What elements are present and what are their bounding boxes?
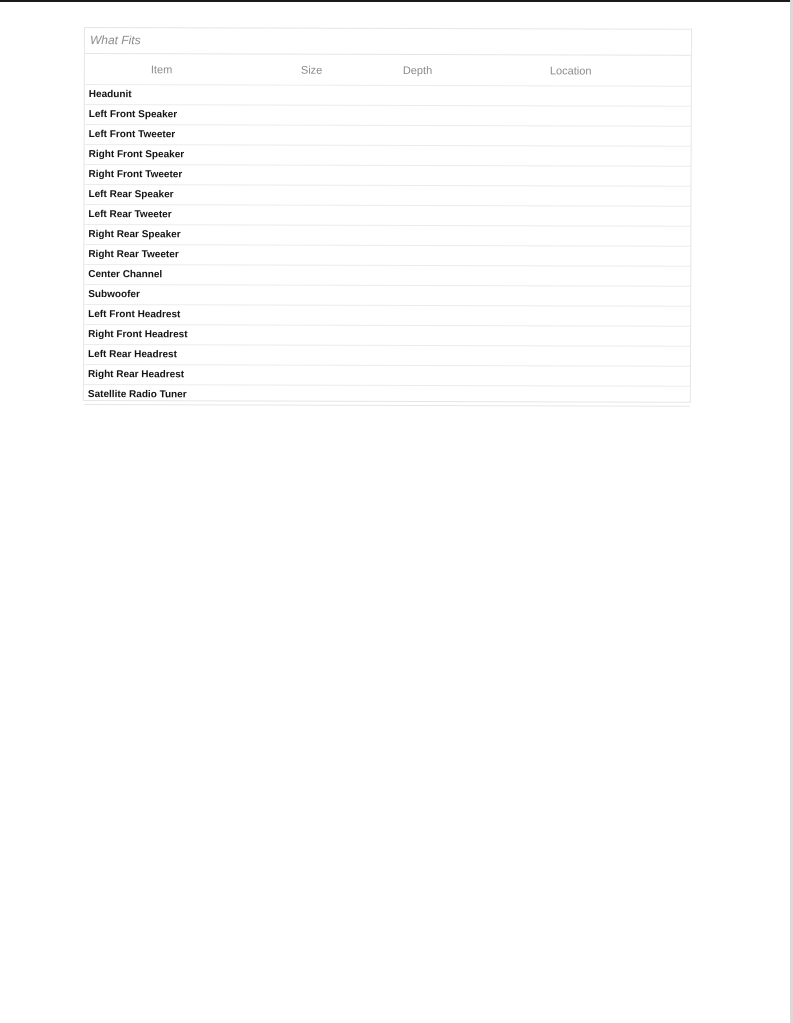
table-row: Left Front Speaker [85, 105, 691, 127]
table-row: Right Front Tweeter [85, 165, 691, 187]
panel-title: What Fits [85, 28, 691, 56]
table-row: Right Front Headrest [84, 325, 690, 347]
what-fits-panel [83, 27, 692, 403]
table-row: Right Front Speaker [85, 145, 691, 167]
table-row: Left Rear Speaker [84, 185, 690, 207]
table-row: Satellite Radio Tuner [84, 385, 690, 407]
column-header-item: Item [150, 64, 173, 77]
item-list [84, 85, 691, 407]
scan-top-edge [0, 0, 793, 2]
table-row: Center Channel [84, 265, 690, 287]
column-header-size: Size [300, 64, 323, 77]
table-row: Left Front Headrest [84, 305, 690, 327]
table-row: Subwoofer [84, 285, 690, 307]
column-header-location: Location [549, 65, 592, 78]
table-row: Right Rear Headrest [84, 365, 690, 387]
table-row: Left Rear Tweeter [84, 205, 690, 227]
table-row: Left Rear Headrest [84, 345, 690, 367]
column-header-depth: Depth [402, 64, 433, 78]
table-row: Headunit [85, 85, 691, 107]
table-header [85, 54, 691, 87]
table-row: Left Front Tweeter [85, 125, 691, 147]
table-row: Right Rear Speaker [84, 225, 690, 247]
table-row: Right Rear Tweeter [84, 245, 690, 267]
